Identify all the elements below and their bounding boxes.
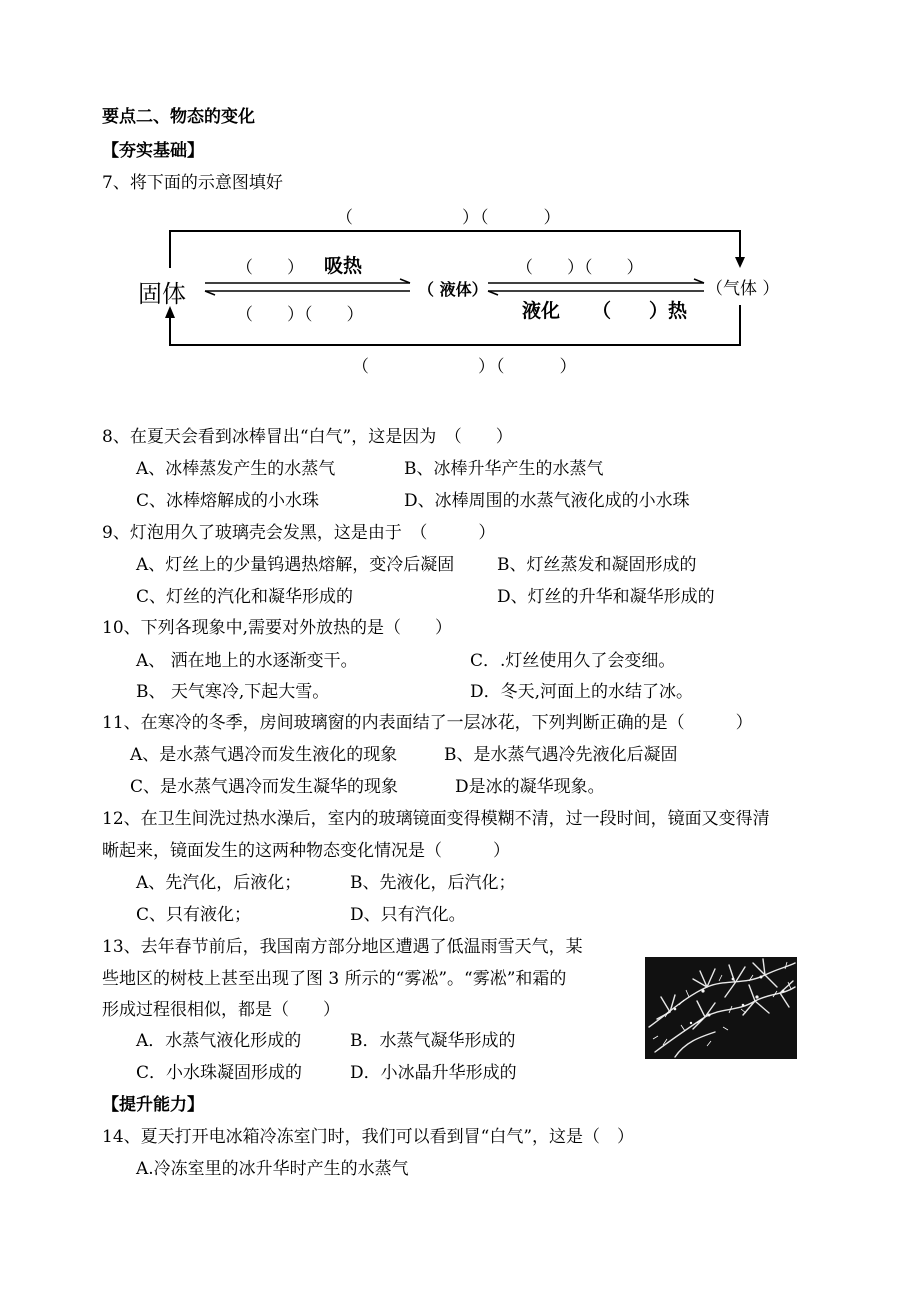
q9-option-a: A、灯丝上的少量钨遇热熔解，变冷后凝固 (136, 555, 455, 575)
top-loop-arrowhead (735, 257, 745, 268)
q13-option-d: D．小冰晶升华形成的 (350, 1063, 517, 1083)
diagram-release-blank: （ ）热 (592, 300, 688, 322)
q14-option-a: A.冷冻室里的冰升华时产生的水蒸气 (136, 1159, 409, 1179)
q13-stem-line3: 形成过程很相似，都是（ ） (102, 1000, 340, 1020)
diagram-right-upper-blanks: （ ）（ ） (516, 258, 644, 278)
section-heading: 要点二、物态的变化 (102, 107, 255, 127)
q11-option-c: C、是水蒸气遇冷而发生凝华的现象 (130, 777, 399, 797)
q9-option-b: B、灯丝蒸发和凝固形成的 (497, 555, 697, 575)
q8-option-c: C、冰棒熔解成的小水珠 (136, 491, 320, 511)
diagram-absorb-label: 吸热 (324, 255, 363, 277)
diagram-left-upper-blank: （ ） (236, 258, 304, 278)
q7-stem: 7、将下面的示意图填好 (102, 173, 283, 193)
q10-stem: 10、下列各现象中,需要对外放热的是（ ） (102, 618, 453, 638)
q13-option-a: A．水蒸气液化形成的 (136, 1031, 302, 1051)
diagram-left-lower-blanks: （ ）（ ） (236, 305, 364, 325)
diagram-bottom-blanks: （ ）（ ） (352, 357, 578, 377)
q11-stem: 11、在寒冷的冬季，房间玻璃窗的内表面结了一层冰花，下列判断正确的是（ ） (102, 713, 753, 733)
q8-option-a: A、冰棒蒸发产生的水蒸气 (136, 459, 336, 479)
diagram-liquid: （ 液体） (418, 280, 488, 299)
q12-option-a: A、先汽化，后液化； (136, 873, 302, 893)
q12-option-b: B、先液化，后汽化； (350, 873, 516, 893)
diagram-gas: （气体 ） (706, 279, 780, 299)
q13-stem-line2: 些地区的树枝上甚至出现了图 3 所示的“雾凇”。“雾凇”和霜的 (102, 969, 567, 989)
diagram-liquefy-label: 液化 (522, 300, 561, 322)
q11-option-a: A、是水蒸气遇冷而发生液化的现象 (130, 745, 398, 765)
q11-option-d: D是冰的凝华现象。 (455, 777, 605, 797)
q10-option-d: D．冬天,河面上的水结了冰。 (470, 682, 694, 702)
q9-stem: 9、灯泡用久了玻璃壳会发黑，这是由于 （ ） (102, 523, 496, 543)
sub-heading-foundation: 【夯实基础】 (102, 141, 204, 161)
q10-option-b: B、 天气寒冷,下起大雪。 (136, 682, 330, 702)
q8-option-b: B、冰棒升华产生的水蒸气 (404, 459, 604, 479)
q11-option-b: B、是水蒸气遇冷先液化后凝固 (444, 745, 678, 765)
q10-option-a: A、 洒在地上的水逐渐变干。 (136, 651, 358, 671)
diagram-solid: 固体 (138, 280, 186, 308)
q12-option-c: C、只有液化； (136, 905, 252, 925)
q12-option-d: D、只有汽化。 (350, 905, 466, 925)
q9-option-d: D、灯丝的升华和凝华形成的 (497, 587, 715, 607)
q12-stem-line2: 晰起来，镜面发生的这两种物态变化情况是（ ） (102, 841, 510, 861)
q10-option-c: C．.灯丝使用久了会变细。 (470, 651, 676, 671)
diagram-top-blanks: （ ）（ ） (336, 208, 562, 228)
q8-option-d: D、冰棒周围的水蒸气液化成的小水珠 (404, 491, 690, 511)
q13-stem-line1: 13、去年春节前后，我国南方部分地区遭遇了低温雨雪天气，某 (102, 937, 583, 957)
q9-option-c: C、灯丝的汽化和凝华形成的 (136, 587, 354, 607)
q13-option-c: C．小水珠凝固形成的 (136, 1063, 303, 1083)
sub-heading-improve: 【提升能力】 (102, 1095, 204, 1115)
q14-stem: 14、夏天打开电冰箱冷冻室门时，我们可以看到冒“白气”，这是（ ） (102, 1127, 635, 1147)
q12-stem-line1: 12、在卫生间洗过热水澡后，室内的玻璃镜面变得模糊不清，过一段时间，镜面又变得清 (102, 809, 770, 829)
q13-option-b: B．水蒸气凝华形成的 (350, 1031, 516, 1051)
rime-frost-photo (645, 957, 797, 1059)
q8-stem: 8、在夏天会看到冰棒冒出“白气”，这是因为 （ ） (102, 427, 513, 447)
state-change-diagram (0, 0, 920, 400)
